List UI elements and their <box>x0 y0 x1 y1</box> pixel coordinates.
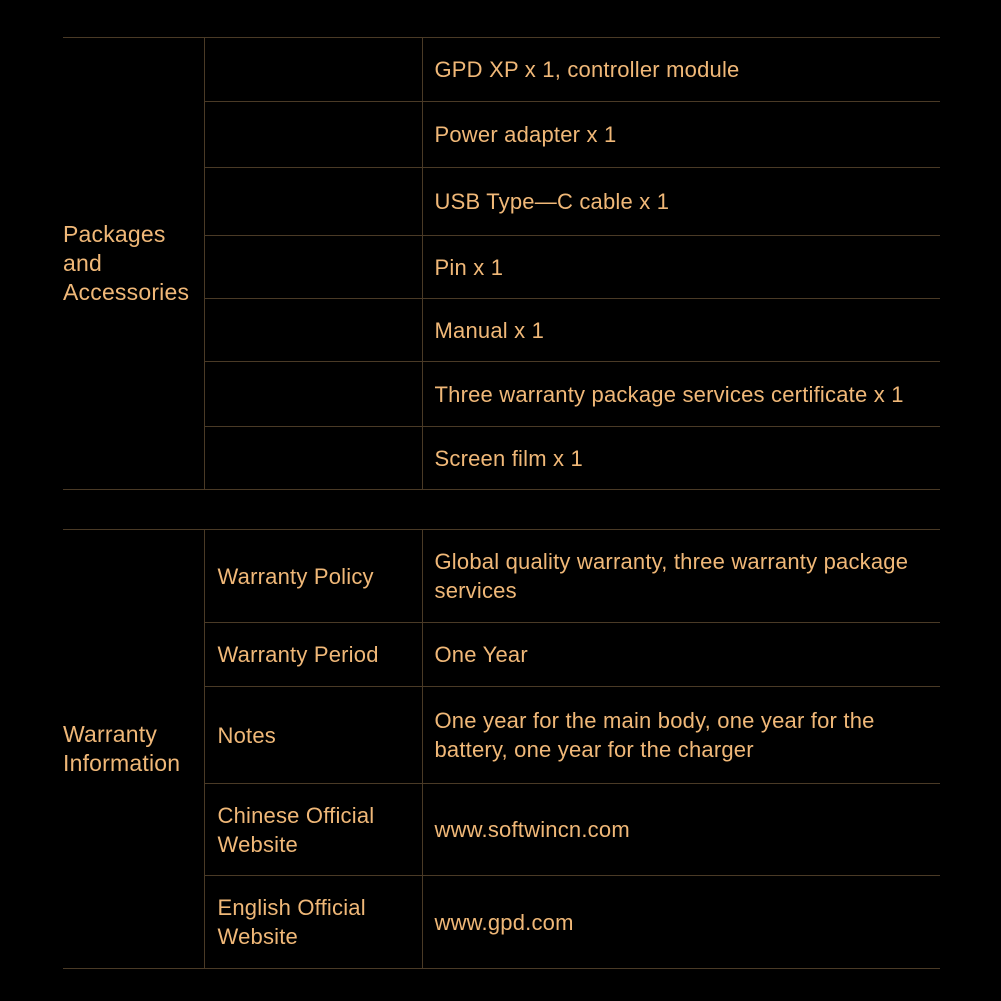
package-item: Screen film x 1 <box>422 427 940 490</box>
warranty-group-label: Warranty Information <box>63 530 204 969</box>
package-item: Power adapter x 1 <box>422 102 940 168</box>
empty-label-cell <box>204 38 422 102</box>
empty-label-cell <box>204 168 422 236</box>
empty-label-cell <box>204 102 422 168</box>
table-row <box>63 38 940 102</box>
packages-table <box>63 37 940 490</box>
warranty-label: English Official Website <box>204 876 422 969</box>
warranty-label: Warranty Period <box>204 623 422 687</box>
warranty-value: One Year <box>422 623 940 687</box>
empty-label-cell <box>204 427 422 490</box>
empty-label-cell <box>204 299 422 362</box>
warranty-value: Global quality warranty, three warranty package services <box>422 530 940 623</box>
package-item: Pin x 1 <box>422 236 940 299</box>
package-item: GPD XP x 1, controller module <box>422 38 940 102</box>
warranty-value: One year for the main body, one year for the battery, one year for the charger <box>422 687 940 784</box>
empty-label-cell <box>204 236 422 299</box>
warranty-label: Chinese Official Website <box>204 784 422 876</box>
warranty-label: Warranty Policy <box>204 530 422 623</box>
package-item: Three warranty package services certificate x 1 <box>422 362 940 427</box>
packages-group-label: Packages and Accessories <box>63 38 204 490</box>
website-link[interactable]: www.softwincn.com <box>422 784 940 876</box>
website-link[interactable]: www.gpd.com <box>422 876 940 969</box>
table-row <box>63 530 940 623</box>
empty-label-cell <box>204 362 422 427</box>
warranty-table <box>63 529 940 969</box>
package-item: USB Type—C cable x 1 <box>422 168 940 236</box>
warranty-label: Notes <box>204 687 422 784</box>
package-item: Manual x 1 <box>422 299 940 362</box>
